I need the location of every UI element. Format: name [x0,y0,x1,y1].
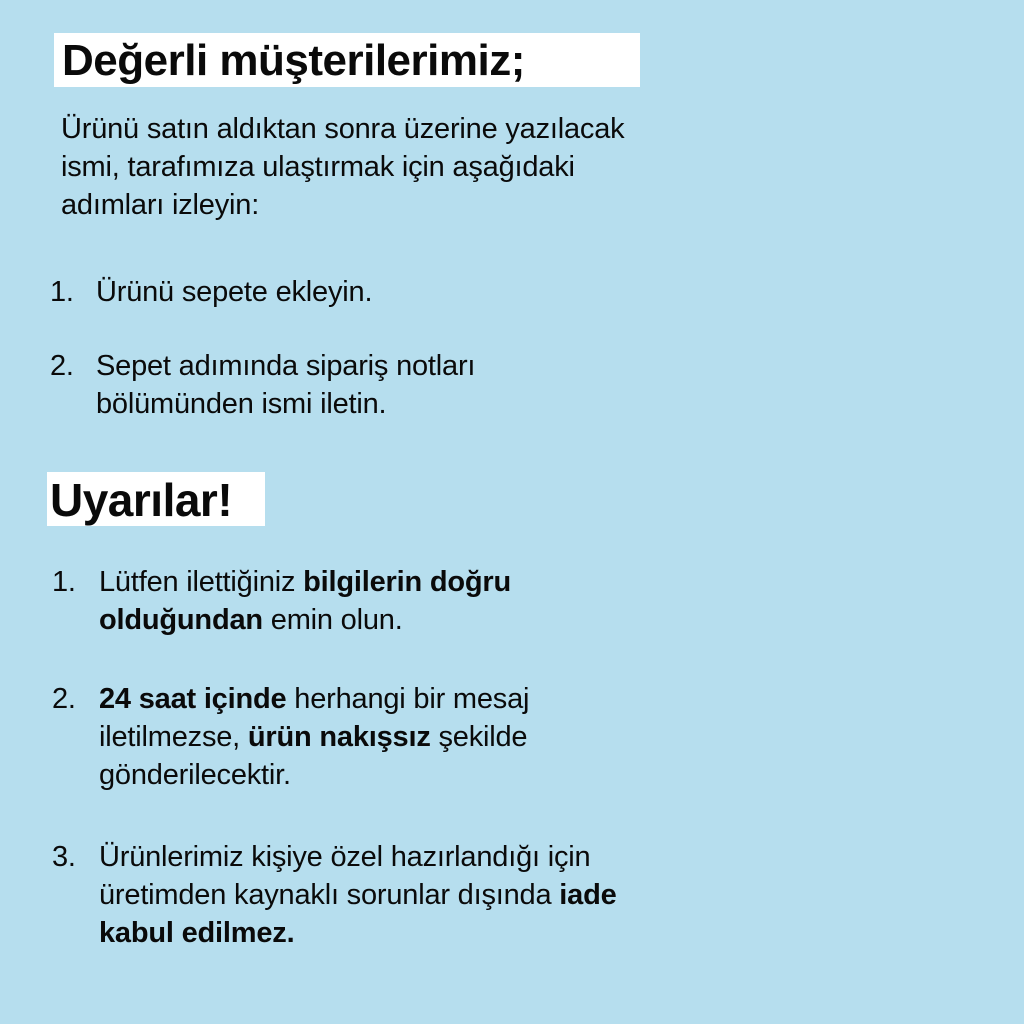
step-number: 1. [50,276,74,308]
warning-line: Ürünlerimiz kişiye özel hazırlandığı için [99,841,591,873]
warning-line [99,914,617,952]
emphasis: olduğundan [99,604,263,636]
warning-number: 1. [52,566,76,598]
warnings-title: Uyarılar! [50,474,233,526]
emphasis: ürün nakışsız [247,721,431,753]
warnings-title-box [47,472,265,526]
intro-line: adımları izleyin: [61,189,260,221]
warning-line: 24 saat içinde herhangi bir mesaj [99,683,530,715]
warning-line: olduğundan emin olun. [99,604,403,636]
emphasis: iade [559,879,617,911]
intro-line: ismi, tarafımıza ulaştırmak için aşağıdaki [61,151,575,183]
warning-line: üretimden kaynaklı sorunlar dışında iade [99,879,617,911]
step-text: Ürünü sepete ekleyin. [96,276,373,308]
emphasis: kabul edilmez. [99,917,295,949]
step-number: 2. [50,350,74,382]
intro-line: Ürünü satın aldıktan sonra üzerine yazılacak [61,113,625,145]
warning-line: iletilmezse, ürün nakışsız şekilde [99,721,528,753]
intro-paragraph [61,110,624,224]
greeting-title-box [54,33,640,87]
greeting-title: Değerli müşterilerimiz; [62,36,525,85]
warning-number: 3. [52,841,76,873]
emphasis: bilgilerin doğru [303,566,511,598]
warning-line: gönderilecektir. [99,759,291,791]
warning-number: 2. [52,683,76,715]
emphasis: 24 saat içinde [99,683,287,715]
step-text: Sepet adımında sipariş notları [96,350,476,382]
step-text: bölümünden ismi iletin. [96,388,387,420]
warning-line: Lütfen ilettiğiniz bilgilerin doğru [99,566,511,598]
